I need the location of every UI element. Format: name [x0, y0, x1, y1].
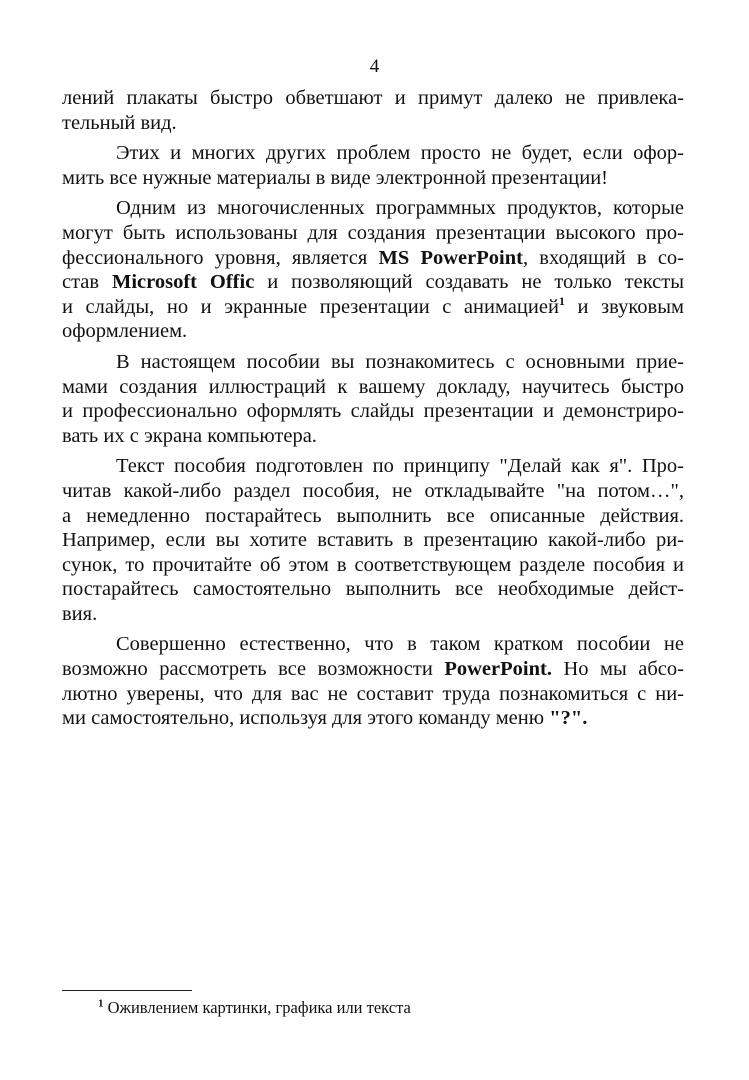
text-line: возможно рассмотреть все возможности PowerPoint. Но мы абсо- — [62, 658, 684, 681]
text-line: лений плакаты быстро обветшают и примут далеко не привлека- — [62, 87, 684, 109]
footnote-text: Оживлением картинки, графика или текста — [103, 998, 411, 1017]
footnote-number: 1 — [98, 997, 104, 1010]
text-line: оформлением. — [62, 320, 188, 343]
text-line: а немедленно постарайтесь выполнить все описанные действия. — [62, 504, 684, 527]
menu-command: "?". — [549, 707, 588, 730]
text-line: тельный вид. — [62, 111, 177, 134]
text-line: ми самостоятельно, используя для этого команду меню "?". — [62, 707, 588, 730]
text-line: В настоящем пособии вы познакомитесь с основными прие- — [116, 350, 684, 373]
page-number: 4 — [369, 56, 380, 77]
text-line: и слайды, но и экранные презентации с анимацией$^1$ и звуковым — [62, 293, 684, 318]
text-line: сунок, то прочитайте об этом в соответствующем разделе пособия и — [62, 553, 684, 576]
text-line: вия. — [62, 602, 98, 625]
text-line: Совершенно естественно, что в таком кратком пособии не — [116, 633, 684, 656]
product-name: Microsoft Offic — [112, 271, 255, 294]
text-line: Этих и многих других проблем просто не будет, если офор- — [116, 142, 684, 165]
paragraph — [62, 454, 684, 626]
text-line: и профессионально оформлять слайды презентации и демонстриро- — [62, 400, 684, 423]
text-line: став Microsoft Offic и позволяющий создавать не только тексты — [62, 271, 684, 294]
text-line: постарайтесь самостоятельно выполнить все необходимые дейст- — [62, 578, 684, 601]
text-line: фессионального уровня, является MS PowerPoint, входящий в со- — [62, 246, 684, 269]
text-line: лютно уверены, что для вас не составит труда познакомиться с ни- — [62, 682, 684, 705]
paragraph — [62, 632, 684, 730]
product-name: MS PowerPoint — [378, 246, 523, 269]
text-line: мить все нужные материалы в виде электронной презентации! — [62, 166, 609, 189]
product-name: PowerPoint. — [444, 658, 552, 681]
footnote-reference: 1 — [558, 293, 565, 308]
text-line: Одним из многочисленных программных продуктов, которые — [116, 197, 684, 220]
paragraph — [62, 350, 684, 448]
paragraph — [62, 141, 684, 190]
text-line: Например, если вы хотите вставить в презентацию какой-либо ри- — [62, 529, 684, 552]
footnote-separator — [62, 990, 192, 991]
text-line: мами создания иллюстраций к вашему докладу, научитесь быстро — [62, 375, 684, 398]
footnote — [98, 998, 411, 1018]
text-line: читав какой-либо раздел пособия, не откладывайте "на потом…", — [62, 479, 684, 502]
text-line: вать их с экрана компьютера. — [62, 424, 317, 447]
paragraph — [62, 86, 684, 135]
body-text — [62, 86, 684, 731]
paragraph — [62, 196, 684, 344]
text-line: Текст пособия подготовлен по принципу "Делай как я". Про- — [116, 455, 684, 478]
text-line: могут быть использованы для создания презентации высокого про- — [62, 221, 684, 244]
